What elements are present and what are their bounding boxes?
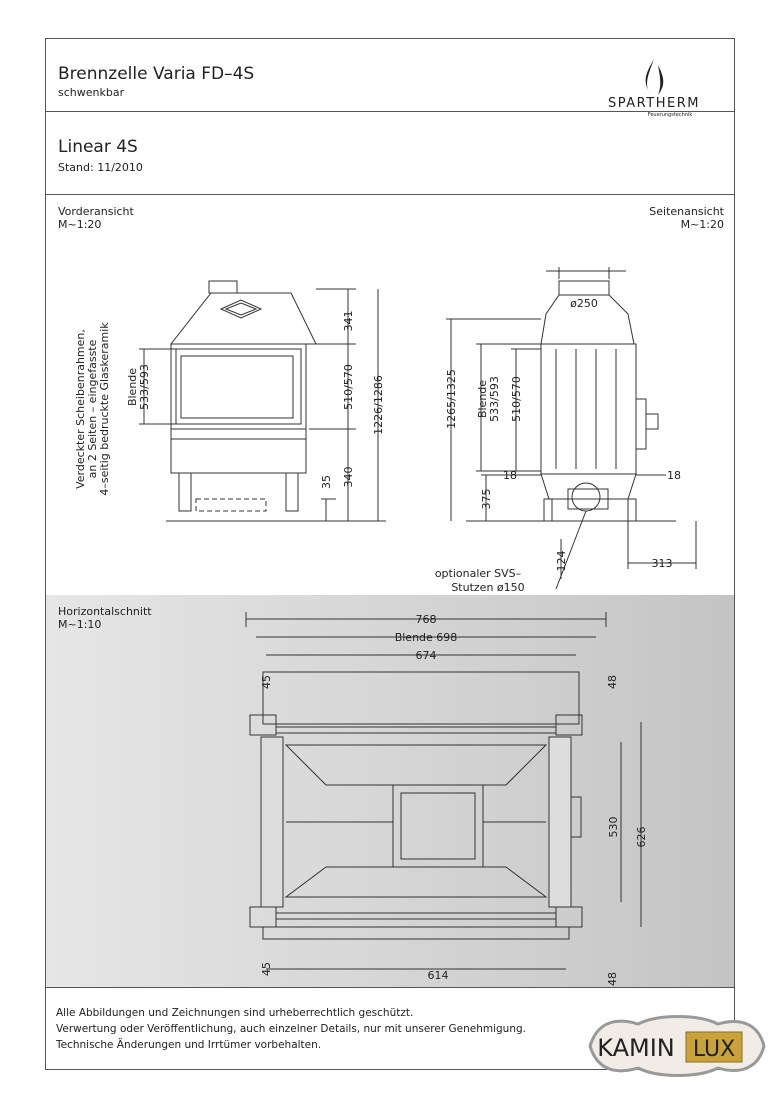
dim-124: 124 <box>555 550 568 572</box>
blende-value: 533/593 <box>138 364 151 410</box>
divider <box>46 987 734 988</box>
section-view-label: Horizontalschnitt M~1:10 <box>58 605 152 631</box>
footer-notice: Alle Abbildungen und Zeichnungen sind urheberrechtlich geschützt. Verwertung oder Veröffentlichung, auch einzelner Details, nur mit unserer Genehmigung. Technische Änderungen und Irrtümer vorbehalten. <box>56 1007 526 1051</box>
glass-note-1: Verdeckter Scheibenrahmen, <box>74 329 87 489</box>
dim-18-left: 18 <box>503 469 517 482</box>
dim-530: 530 <box>607 816 620 838</box>
divider <box>46 194 734 195</box>
dim-340: 340 <box>342 466 355 488</box>
dim-768: 768 <box>415 613 437 626</box>
side-dim-510-570: 510/570 <box>510 376 523 422</box>
front-view-label: Vorderansicht M~1:20 <box>58 205 134 231</box>
svs-note-1: optionaler SVS– <box>434 567 522 580</box>
dim-626: 626 <box>635 826 648 848</box>
side-view-label: Seitenansicht M~1:20 <box>649 205 724 231</box>
section-drawing <box>206 597 656 987</box>
dim-375: 375 <box>480 488 493 510</box>
dim-45-bottom: 45 <box>260 962 273 976</box>
revision-date: Stand: 11/2010 <box>58 161 143 174</box>
dim-510-570: 510/570 <box>342 364 355 410</box>
dim-48-top: 48 <box>606 675 619 689</box>
glass-note-2: an 2 Seiten – eingefasste <box>86 339 99 479</box>
side-view-drawing <box>406 249 734 594</box>
front-view-drawing <box>46 249 406 539</box>
dim-674: 674 <box>415 649 437 662</box>
model-title: Linear 4S <box>58 137 138 157</box>
dim-phi250: ø250 <box>570 297 598 310</box>
dim-18-right: 18 <box>667 469 681 482</box>
brand-name: SPARTHERM <box>608 96 700 111</box>
dim-35: 35 <box>320 475 333 489</box>
dim-1265-1325: 1265/1325 <box>445 369 458 429</box>
blende-label: Blende <box>126 367 139 407</box>
side-blende-value: 533/593 <box>488 376 501 422</box>
page-subtitle: schwenkbar <box>58 86 125 99</box>
kaminlux-stamp <box>578 1010 773 1082</box>
dim-313: 313 <box>651 557 673 570</box>
stamp-kamin: KAMIN <box>597 1034 675 1062</box>
side-blende-label: Blende <box>476 379 489 419</box>
dim-45-top: 45 <box>260 675 273 689</box>
brand-sub: Feuerungstechnik <box>647 112 693 118</box>
dim-614: 614 <box>427 969 449 982</box>
dim-blende-698: Blende 698 <box>394 631 458 644</box>
dim-48-bottom: 48 <box>606 972 619 986</box>
svs-note-2: Stutzen ø150 <box>451 581 525 594</box>
page-title: Brennzelle Varia FD–4S <box>58 64 255 84</box>
drawing-sheet <box>45 38 735 1070</box>
dim-1226-1286: 1226/1286 <box>372 375 385 435</box>
dim-341: 341 <box>342 310 355 332</box>
glass-note-3: 4–seitig bedruckte Glaskeramik <box>98 322 111 496</box>
stamp-lux: LUX <box>692 1037 736 1062</box>
divider <box>46 111 734 112</box>
